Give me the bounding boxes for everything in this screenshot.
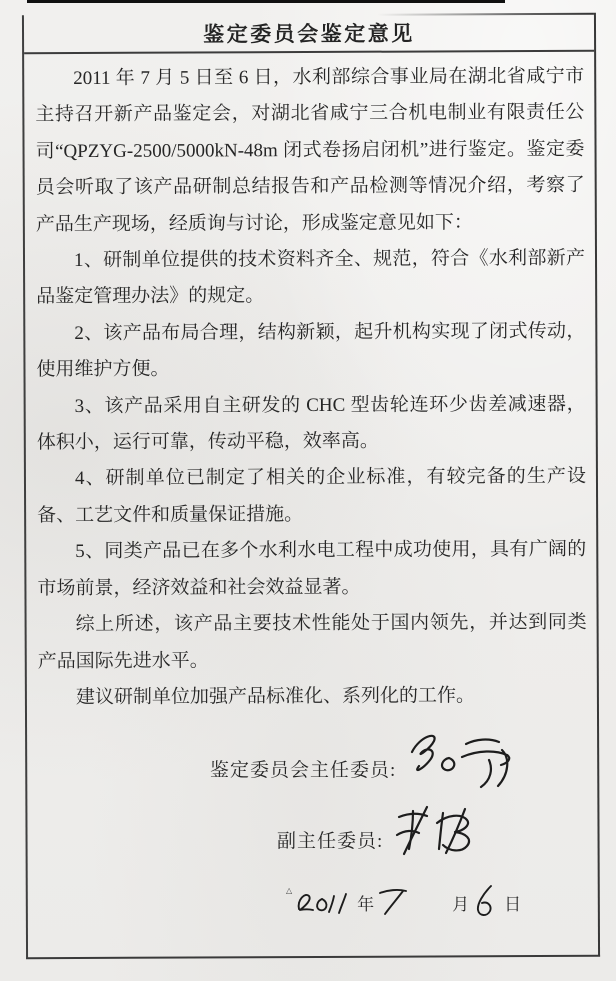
vice-chairman-signature-scribble: [391, 804, 491, 860]
paragraph-conclusion: 综上所述，该产品主要技术性能处于国内领先，并达到同类产品国际先进水平。: [37, 611, 587, 672]
paragraph-item-4: 4、研制单位已制定了相关的企业标准，有较完备的生产设备、工艺文件和质量保证措施。: [37, 466, 587, 527]
vice-chairman-label: 副主任委员:: [277, 830, 384, 852]
handwritten-year: [295, 888, 353, 916]
paragraph-item-1: 1、研制单位提供的技术资料齐全、规范，符合《水利部新产品鉴定管理办法》的规定。: [36, 247, 586, 308]
triangle-mark: △: [286, 886, 293, 895]
paragraph-item-5: 5、同类产品已在多个水利水电工程中成功使用，具有广阔的市场前景，经济效益和社会效益显著。: [37, 539, 587, 599]
paragraph-intro: 2011 年 7 月 5 日至 6 日，水利部综合事业局在湖北省咸宁市主持召开新产品鉴定会，对湖北省咸宁三合机电制业有限责任公司“QPZYG-2500/5000kN-48m 闭式卷扬启闭机”进行鉴定。鉴定委员会听取了该产品研制总结报告和产品检测等情况介绍，考察了产品生产现场，经质询与讨论，形成鉴定意见如下：: [35, 65, 585, 235]
page-title: 鉴定委员会鉴定意见: [203, 21, 415, 46]
chairman-signature-row: [210, 746, 514, 790]
chairman-signature-scribble: [402, 728, 514, 790]
document-body: [24, 52, 597, 717]
date-line: [286, 884, 521, 920]
scan-edge-artifact: [27, 0, 505, 3]
handwritten-day-number: [473, 884, 499, 918]
paragraph-item-3: 3、该产品采用自主研发的 CHC 型齿轮连环少齿差减速器，体积小，运行可靠，传动平稳，效率高。: [36, 393, 586, 454]
paragraph-item-2: 2、该产品布局合理，结构新颖，起升机构实现了闭式传动，使用维护方便。: [36, 320, 586, 381]
year-unit: 年: [357, 894, 375, 914]
handwritten-month-number: [378, 885, 408, 915]
chairman-label: 鉴定委员会主任委员:: [210, 759, 397, 781]
day-unit: 日: [504, 894, 522, 914]
title-row: [24, 13, 594, 54]
vice-chairman-signature-row: [277, 818, 491, 860]
month-unit: 月: [452, 894, 470, 914]
paragraph-suggestion: 建议研制单位加强产品标准化、系列化的工作。: [75, 685, 475, 708]
